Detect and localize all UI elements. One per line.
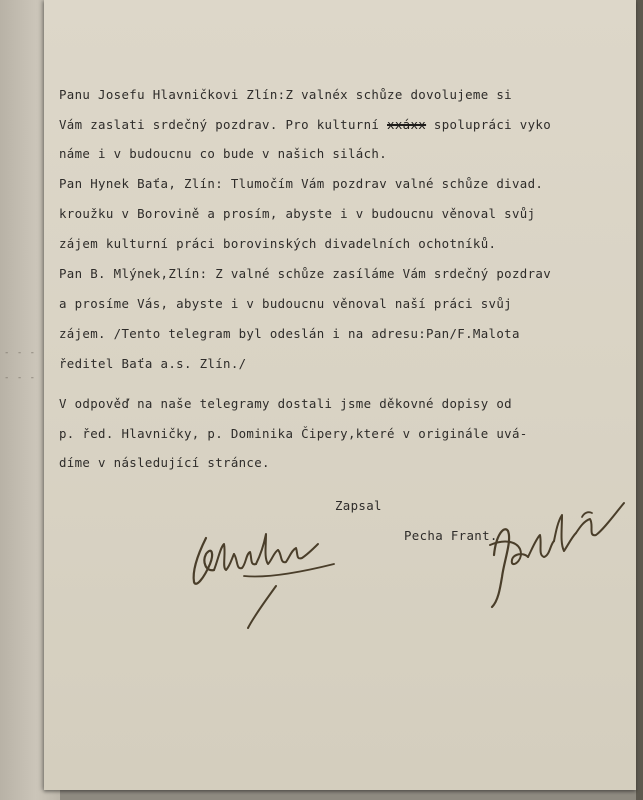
text-line: zájem. /Tento telegram byl odeslán i na adresu:Pan/F.Malota: [59, 326, 520, 341]
text-line: Pan B. Mlýnek,Zlín: Z valné schůze zasíláme Vám srdečný pozdrav: [59, 266, 552, 281]
text-line: Pan Hynek Baťa, Zlín: Tlumočím Vám pozdrav valné schůze divad.: [59, 176, 544, 191]
text-line: náme i v budoucnu co bude v našich silách.: [59, 146, 388, 161]
text-line: zájem kulturní práci borovinských divadelních ochotníků.: [59, 236, 497, 251]
recorder-name: Pecha Frant.: [404, 528, 498, 543]
text-line: V odpověď na naše telegramy dostali jsme děkovné dopisy od: [59, 396, 512, 411]
text-line: Vám zaslati srdečný pozdrav. Pro kulturní xxáxx spolupráci vyko: [59, 117, 552, 132]
text-line: ředitel Baťa a.s. Zlín./: [59, 356, 247, 371]
recorded-by-label: Zapsal: [335, 498, 382, 513]
struck-out-text: xxáxx: [387, 117, 427, 132]
margin-marks: - - -: [4, 348, 37, 358]
text-line: díme v následující stránce.: [59, 455, 270, 470]
text-line: kroužku v Borovině a prosím, abyste i v budoucnu věnoval svůj: [59, 206, 536, 221]
text-line: Panu Josefu Hlavničkovi Zlín:Z valnéx schůze dovolujeme si: [59, 87, 512, 102]
text-line: p. řed. Hlavničky, p. Dominika Čipery,které v originále uvá-: [59, 426, 528, 441]
background-strip: [636, 0, 643, 800]
right-signature: [464, 485, 634, 615]
typewritten-page: [44, 0, 636, 790]
text-line: a prosíme Vás, abyste i v budoucnu věnoval naší práci svůj: [59, 296, 512, 311]
margin-marks: - - -: [4, 373, 37, 383]
left-signature: [184, 520, 354, 640]
